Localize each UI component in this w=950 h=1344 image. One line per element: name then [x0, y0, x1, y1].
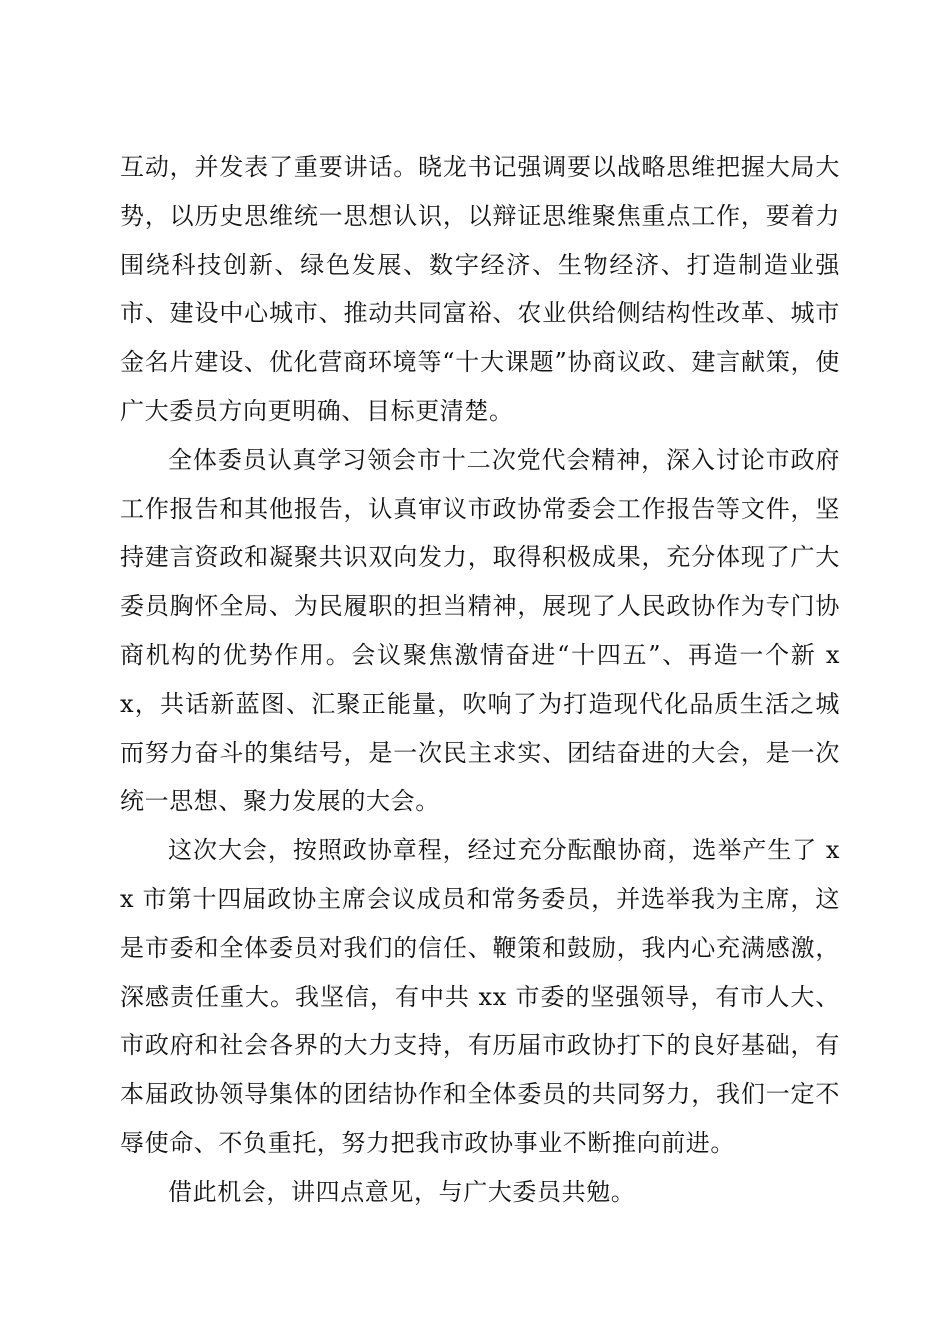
document-page	[120, 143, 840, 1217]
paragraph-4: 借此机会，讲四点意见，与广大委员共勉。	[168, 1177, 636, 1206]
paragraph-2: 全体委员认真学习领会市十二次党代会精神，深入讨论市政府工作报告和其他报告，认真审议市政协常委会工作报告等文件，坚持建言资政和凝聚共识双向发力，取得积极成果，充分体现了广大委员胸怀全局、为民履职的担当精神，展现了人民政协作为专门协商机构的优势作用。会议聚焦激情奋进“十四五”、再造一个新 xx，共话新蓝图、汇聚正能量，吹响了为打造现代化品质生活之城而努力奋斗的集结号，是一次民主求实、团结奋进的大会，是一次统一思想、聚力发展的大会。	[120, 445, 840, 816]
paragraph-3: 这次大会，按照政协章程，经过充分酝酿协商，选举产生了 xx 市第十四届政协主席会议成员和常务委员，并选举我为主席，这是市委和全体委员对我们的信任、鞭策和鼓励，我内心充满感激，深感责任重大。我坚信，有中共 xx 市委的坚强领导，有市人大、市政府和社会各界的大力支持，有历届市政协打下的良好基础，有本届政协领导集体的团结协作和全体委员的共同努力，我们一定不辱使命、不负重托，努力把我市政协事业不断推向前进。	[120, 836, 840, 1157]
paragraph-1: 互动，并发表了重要讲话。晓龙书记强调要以战略思维把握大局大势，以历史思维统一思想认识，以辩证思维聚焦重点工作，要着力围绕科技创新、绿色发展、数字经济、生物经济、打造制造业强市、建设中心城市、推动共同富裕、农业供给侧结构性改革、城市金名片建设、优化营商环境等“十大课题”协商议政、建言献策，使广大委员方向更明确、目标更清楚。	[120, 153, 840, 425]
